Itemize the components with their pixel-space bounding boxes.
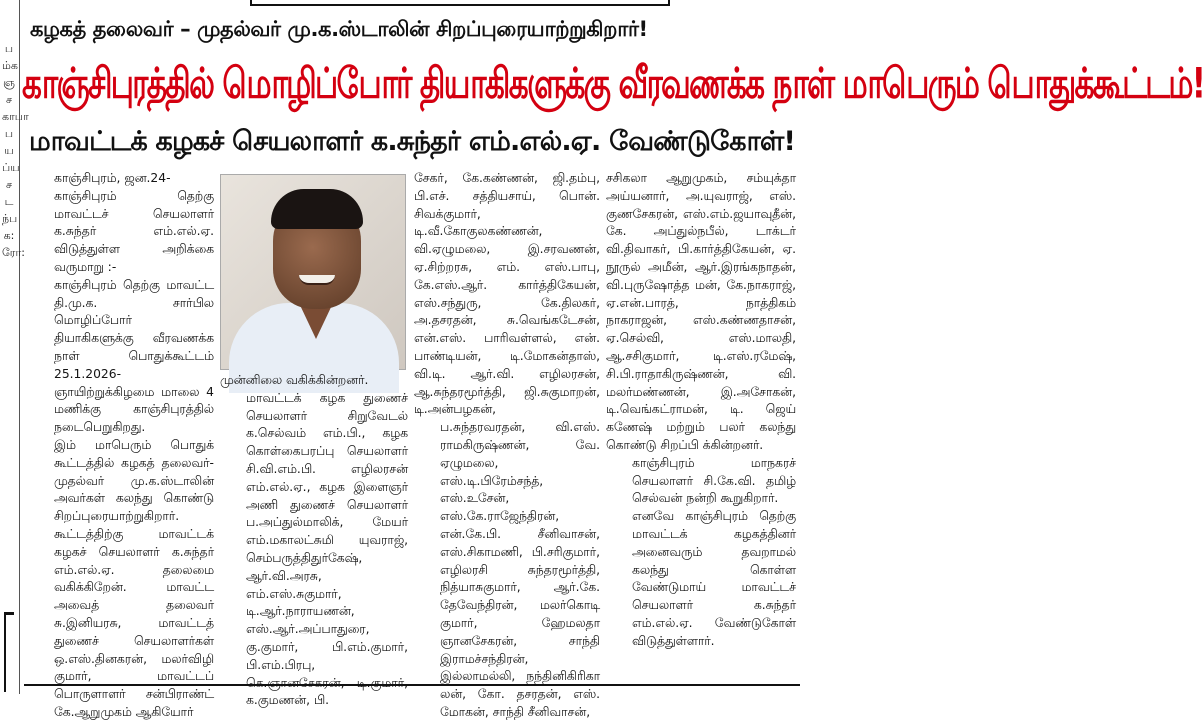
- article-column-1: [28, 170, 214, 719]
- paragraph: எனவே காஞ்சிபுரம் தெற்கு மாவட்டக் கழகத்தினர் அனைவரும் தவறாமல் கலந்து கொள்ள வேண்டுமாய் மாவட்டச் செயலாளர் க.சுந்தர் எம்.எல்.ஏ. வேண்டுகோள் விடுத்துள்ளார்.: [632, 509, 796, 648]
- paragraph: மாவட்டக் கழக துணைச் செயலாளர் சிறுவேடல் க.செல்வம் எம்.பி., கழக கொள்கைபரப்பு செயலாளர் சி.வி.எம்.பி. எழிலரசன் எம்.எல்.ஏ., கழக இளைஞர் அணி துணைச் செயலாளர் ப.அப்துல்மாலிக், மேயர் எம்.மகாலட்சுமி யுவராஜ், செம்பருத்திதுர்கேஷ், ஆர்.வி.அரசு, எம்.எஸ்.சுகுமார், டி.ஆர்.நாராயணன், எஸ்.ஆர்.அப்பாதுரை, கு.குமார், பி.எம்.குமார், பி.எம்.பிரபு, கெ.ஞானசேகரன், டி.குமார், க.குமணன், பி.: [246, 390, 408, 708]
- paragraph: காஞ்சிபுரம் தெற்கு மாவட்ட தி.மு.க. சார்பில மொழிப்போர் தியாகிகளுக்கு வீரவணக்க நாள் பொதுக்கூட்டம் 25.1.2026-ஞாயிற்றுக்கிழமை மாலை 4 மணிக்கு காஞ்சிபுரத்தில் நடைபெறுகிறது.: [54, 277, 214, 435]
- headline-sub: மாவட்டக் கழகச் செயலாளர் க.சுந்தர் எம்.எல்.ஏ. வேண்டுகோள்!: [29, 126, 795, 157]
- paragraph: ப.சுந்தரவரதன், வி.எஸ். ராமகிருஷ்ணன், வே. ஏழுமலை, எஸ்.டி.பிரேம்சந்த், எஸ்.உசேன், எஸ்.கே.ராஜேந்திரன், என்.கே.பி. சீனிவாசன், எஸ்.சிகாமணி, பி.சரிகுமார், எழிலரசி சுந்தரமூர்த்தி, நித்யாசுகுமார், ஆர்.கே. தேவேந்திரன், மலர்கொடி குமார், ஹேமலதா ஞானசேகரன், சாந்தி இராமச்சந்திரன், இல்லாமல்லி, நந்தினிகிரிகா லன், கோ. தசரதன், எஸ். மோகன், சாந்தி சீனிவாசன்,: [440, 420, 600, 719]
- headline-kicker: கழகத் தலைவர் – முதல்வர் மு.க.ஸ்டாலின் சிறப்புரையாற்றுகிறார்!: [30, 17, 648, 41]
- photo-smile: [299, 275, 335, 285]
- portrait-photo: [220, 174, 406, 370]
- photo-hair: [271, 189, 363, 229]
- article-column-4: [606, 170, 796, 682]
- article-column-3: [414, 170, 600, 719]
- left-strip-rule: [4, 612, 14, 692]
- left-column-strip: [0, 0, 29, 694]
- paragraph: கூட்டத்திற்கு மாவட்டக் கழகச் செயலாளர் க.சுந்தர் எம்.எல்.ஏ. தலைமை வகிக்கிறேன். மாவட்ட அவைத் தலைவர் சு.இனியரசு, மாவட்டத் துணைச் செயலாளர்கள் ஒ.எஸ்.தினகரன், மலர்விழி குமார், மாவட்டப் பொருளாளர் சன்பிராண்ட் கே.ஆறுமுகம் ஆகியோர்: [54, 526, 214, 719]
- dateline: காஞ்சிபுரம், ஜன.24-: [54, 171, 171, 185]
- paragraph: முன்னிலை வகிக்கின்றனர்.: [220, 373, 369, 387]
- top-frame: [0, 0, 800, 8]
- article-column-2: [220, 372, 408, 708]
- headline-main: காஞ்சிபுரத்தில் மொழிப்போர் தியாகிகளுக்கு வீரவணக்க நாள் மாபெரும் பொதுக்கூட்டம்!: [22, 59, 1204, 109]
- paragraph: காஞ்சிபுரம் தெற்கு மாவட்டச் செயலாளர் க.சுந்தர் எம்.எல்.ஏ. விடுத்துள்ள அறிக்கை வருமாறு :-: [54, 188, 214, 274]
- bottom-rule: [24, 684, 800, 694]
- paragraph: காஞ்சிபுரம் மாநகரச் செயலாளர் சி.கே.வி. தமிழ் செல்வன் நன்றி கூறுகிறார்.: [632, 455, 796, 506]
- paragraph: இம் மாபெரும் பொதுக் கூட்டத்தில் கழகத் தலைவர்-முதல்வர் மு.க.ஸ்டாலின் அவர்கள் கலந்து கொண்டு சிறப்புரையாற்றுகிறார்.: [54, 437, 214, 524]
- top-box: [250, 0, 670, 6]
- paragraph: சேகர், கே.கண்ணன், ஜி.தம்பு, பி.எச். சத்தியசாய், பொன். சிவக்குமார், டி.வீ.கோகுலகண்ணன், வி.ஏழுமலை, இ.சரவணன், ஏ.சிற்றரசு, எம். எஸ்.பாபு, கே.எஸ்.ஆர். கார்த்திகேயன், எஸ்.சந்துரு, கே.திலகர், அ.தசரதன், சு.வெங்கடேசன், என்.எஸ். பாரிவள்ளல், என். பாண்டியன், டி.மோகன்தாஸ், வி.டி. ஆர்.வி. எழிலரசன், ஆ.சுந்தரமூர்த்தி, ஜி.சுகுமாறன், டி.அன்பழகன்,: [414, 171, 600, 417]
- left-strip-text: பம்கஞசகாபாபயப்யசடந்பக:ரோ:: [2, 42, 29, 259]
- paragraph: சசிகலா ஆறுமுகம், சம்யுக்தா அய்யனார், அ.யுவராஜ், எஸ். குணசேகரன், எஸ்.எம்.ஜயாவுதீன், கே. அப்துல்நபீல், டாக்டர் வி.திவாகர், பி.கார்த்திகேயன், ஏ. நூருல் அமீன், ஆர்.இரங்கநாதன், வி.புருஷோத்த மன், கே.நாகராஜ், ஏ.என்.பாரத், நாத்திகம் நாகராஜன், எஸ்.கண்ணதாசன், ஏ.செல்வி, எஸ்.மாலதி, ஆ.சசிகுமார், டி.எஸ்.ரமேஷ், சி.பி.ராதாகிருஷ்ணன், வி. மலர்மண்ணன், இ.அசோகன், டி.வெங்கட்ராமன், டி. ஜெய் கணேஷ் மற்றும் பலர் கலந்து கொண்டு சிறப்பி க்கின்றனர்.: [606, 171, 796, 452]
